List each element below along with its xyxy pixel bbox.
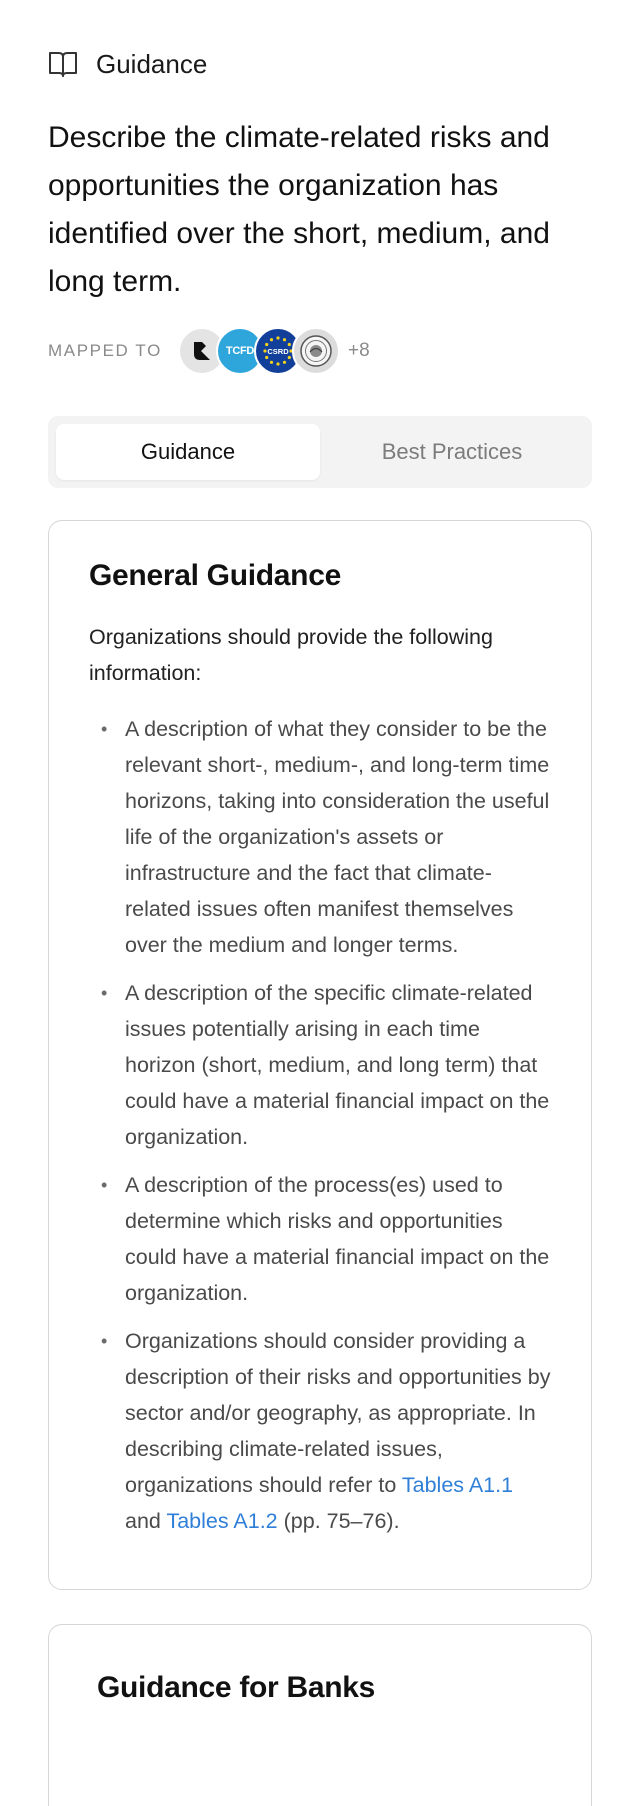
seal-logo[interactable]: [292, 327, 340, 375]
disclosure-question: Describe the climate-related risks and opportunities the organization has identified over the short, medium, and long term.: [48, 121, 550, 298]
mapped-to-label: MAPPED TO: [48, 341, 162, 360]
csrd-logo-text: CSRD: [267, 347, 289, 356]
list-item: • A description of what they consider to be the relevant short-, medium-, and long-term time horizons, taking into consideration the useful life of the organization's assets or infrastructure and the fact that climate-related issues often manifest themselves over the medium and longer terms.: [89, 711, 551, 963]
list-item-text: Organizations should consider providing a description of their risks and opportunities by sector and/or geography, as appropriate. In describing climate-related issues, organizations should refer to: [125, 1329, 551, 1497]
general-guidance-card: [48, 520, 592, 1590]
general-guidance-title: General Guidance: [89, 559, 341, 592]
tables-a1-2-link[interactable]: Tables A1.2: [166, 1509, 278, 1533]
list-item: • A description of the process(es) used to determine which risks and opportunities could have a material financial impact on the organization.: [89, 1167, 551, 1311]
more-frameworks-count[interactable]: +8: [348, 340, 370, 361]
list-item-text-join: and: [125, 1509, 167, 1533]
tcfd-logo-text: TCFD: [225, 345, 255, 357]
tab-bar: [48, 416, 592, 488]
tables-a1-1-link[interactable]: Tables A1.1: [401, 1473, 514, 1497]
panel-title: Guidance: [96, 48, 208, 79]
guidance-list: [89, 711, 551, 1539]
list-item-text-end: (pp. 75–76).: [277, 1509, 400, 1533]
book-open-icon: [48, 50, 78, 78]
general-guidance-intro: Organizations should provide the following information:: [89, 625, 493, 685]
banks-guidance-title: Guidance for Banks: [97, 1671, 376, 1704]
tab-guidance[interactable]: Guidance: [56, 424, 320, 480]
banks-guidance-card: [48, 1624, 592, 1806]
list-item: [89, 1323, 551, 1539]
tab-best-practices[interactable]: Best Practices: [381, 439, 523, 464]
list-item: • A description of the specific climate-related issues potentially arising in each time horizon (short, medium, and long term) that could have a material financial impact on the organization.: [89, 975, 551, 1155]
framework-logos[interactable]: [178, 327, 340, 375]
panel-header: [48, 48, 592, 80]
mapped-to-row: [48, 326, 592, 376]
